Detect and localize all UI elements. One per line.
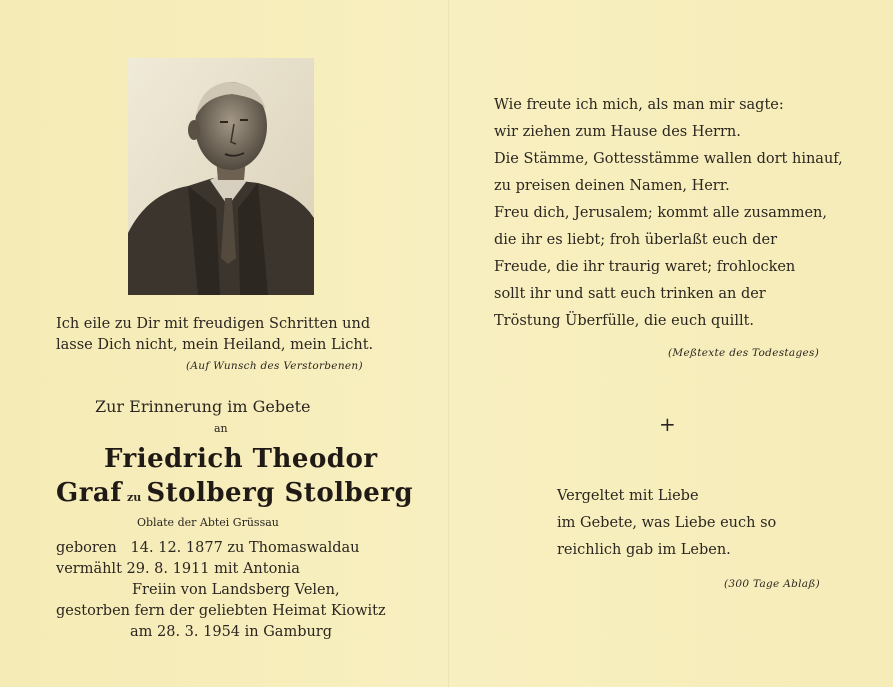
subtitle-oblate: Oblate der Abtei Grüssau xyxy=(137,516,279,529)
remembrance-an: an xyxy=(214,422,228,435)
psalm-line-7: Freude, die ihr traurig waret; frohlocken xyxy=(494,259,796,275)
quote-line-1: Ich eile zu Dir mit freudigen Schritten und xyxy=(56,316,371,332)
died-date-line: am 28. 3. 1954 in Gamburg xyxy=(130,624,333,640)
indulgence-note: (300 Tage Ablaß) xyxy=(724,578,821,590)
remembrance-heading: Zur Erinnerung im Gebete xyxy=(95,397,311,416)
name-graf: Graf xyxy=(56,478,122,508)
married-line: vermählt 29. 8. 1911 mit Antonia xyxy=(56,561,300,577)
born-line: geboren 14. 12. 1877 zu Thomaswaldau xyxy=(56,540,360,556)
cross-symbol: + xyxy=(659,412,676,436)
psalm-line-1: Wie freute ich mich, als man mir sagte: xyxy=(494,97,784,113)
psalm-line-5: Freu dich, Jerusalem; kommt alle zusammen, xyxy=(494,205,827,221)
psalm-line-2: wir ziehen zum Hause des Herrn. xyxy=(494,124,741,140)
blessing-line-3: reichlich gab im Leben. xyxy=(557,542,731,558)
portrait-photo xyxy=(128,58,314,295)
psalm-source: (Meßtexte des Todestages) xyxy=(668,347,820,359)
name-line-2 xyxy=(56,478,413,508)
psalm-line-9: Tröstung Überfülle, die euch quillt. xyxy=(494,313,755,329)
psalm-line-6: die ihr es liebt; froh überlaßt euch der xyxy=(494,232,778,248)
psalm-line-4: zu preisen deinen Namen, Herr. xyxy=(494,178,730,194)
name-surname: Stolberg Stolberg xyxy=(146,478,414,508)
spouse-line: Freiin von Landsberg Velen, xyxy=(132,582,340,598)
quote-source: (Auf Wunsch des Verstorbenen) xyxy=(186,360,363,372)
psalm-line-3: Die Stämme, Gottesstämme wallen dort hinauf, xyxy=(494,151,843,167)
blessing-line-2: im Gebete, was Liebe euch so xyxy=(557,515,777,531)
blessing-line-1: Vergeltet mit Liebe xyxy=(557,488,699,504)
quote-line-2: lasse Dich nicht, mein Heiland, mein Licht. xyxy=(56,337,374,353)
name-line-1: Friedrich Theodor xyxy=(104,444,378,474)
portrait-image xyxy=(128,58,314,295)
died-line: gestorben fern der geliebten Heimat Kiowitz xyxy=(56,603,386,619)
psalm-line-8: sollt ihr und satt euch trinken an der xyxy=(494,286,766,302)
name-zu: zu xyxy=(127,491,142,504)
card-fold xyxy=(448,0,449,687)
